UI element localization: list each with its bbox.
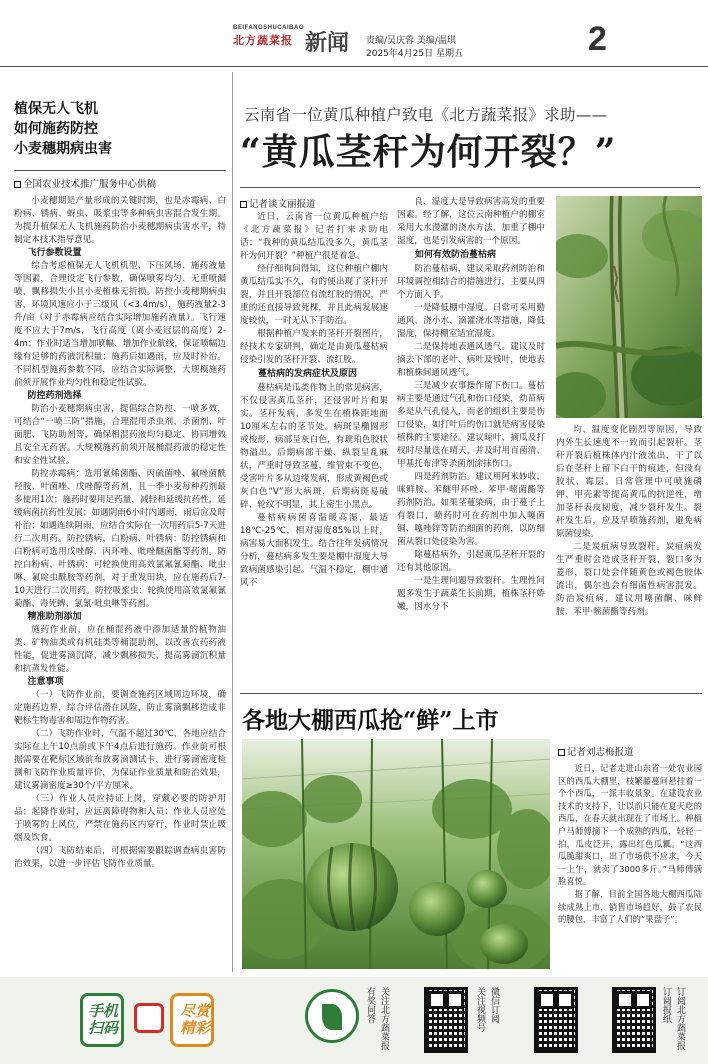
subheading: 飞行参数设置	[27, 248, 82, 258]
date-line: 2025年4月25日 星期五	[366, 49, 463, 59]
emblem-icon	[305, 989, 359, 1043]
paragraph: 防治蔓枯病，建议采取药剂防治和环境调控相结合的措施进行，主要从四个方面入手。	[397, 264, 545, 300]
watermelon-headline: 各地大棚西瓜抢“鲜”上市	[242, 707, 499, 734]
paragraph: 防控赤霉病：选用氰烯菌酯、丙硫菌唑、氟唑菌酰羟胺、叶菌唑、戊唑醇等药剂，且一季小麦每种药剂最多使用1次；施药时要用足药量，减轻和延缓抗药性，延缓病菌抗药性发展；如遇阴雨6小时内遇雨，雨后应及时补治；如遇连续阴雨，应结合实际在一次用药后5-7天进行二次用药。防控锈病、白粉病、叶锈病：防控锈病和白粉病可选用戊唑醇、丙环唑、吡唑醚菌酯等药剂。防控白粉病、叶锈病：可轮换使用高效氯氟氰菊酯、吡虫啉、氟啶虫酰胺等药剂，对于重发田块，应在施药后7-10天进行二次用药。防控吸浆虫：轮换使用高效氯氟氰菊酯、毒死蜱、氯氰·吡虫啉等药剂。	[14, 469, 226, 609]
qr-label: 关注北方蔬菜报	[379, 987, 389, 1050]
paragraph: （三）作业人员应持证上岗，穿戴必要的防护用品；起降作业时，应远离障碍物和人员；作业人员应处于喷雾的上风位，严禁在施药区内穿行，作业时禁止吸烟及饮食。	[14, 794, 226, 843]
editors-line: 责编/吴庆蓉 美编/温琪	[366, 36, 456, 46]
paragraph: 小麦穗期是产量形成的关键时期，也是赤霉病、白粉病、锈病、蚜虫、吸浆虫等多种病虫害混合发生期。为提升植保无人飞机施药防治小麦穗期病虫害水平，特制定本技术指导意见。	[14, 196, 226, 245]
paragraph: （一）飞防作业前，要调查施药区域周边环境，确定施药边界，综合评估潜在风险，防止雾滴飘移造成非靶标生物毒害和周边作物药害。	[14, 690, 226, 726]
title-line: 小麦穗期病虫害	[14, 141, 112, 157]
side-label: 关注视频号	[475, 987, 485, 1032]
paragraph: 一是降低棚中湿度。日常可采用勤通风、浇小水、滴灌浇水等措施，降低湿度，保持棚室适宜湿度。	[397, 303, 545, 339]
qr-code-subscribe[interactable]	[612, 987, 656, 1053]
byline-box-icon	[14, 181, 21, 188]
paragraph: 经仔细询问得知，这位种植户棚内黄瓜结瓜实不久，有的便出现了茎秆开裂，并且开裂部位有流红胶的情况，严重的还直接导致死棵，并且此病发展速度较快，一时无从下手防治。	[240, 264, 388, 326]
left-byline	[14, 176, 156, 190]
paragraph: 均、温度变化剧烈等原因，导致内外生长速度不一致而引起裂秆。茎秆开裂后植株体内汁液流出，干了以后在茎秆上留下白干的痕迹，但没有胶状、霉层。日常管理中可喷施磷钾、甲壳素等提高黄瓜的抗逆性，增加茎秆表皮韧度，减少裂秆发生。裂秆发生后，应及早喷施药剂，避免病原菌侵染。	[556, 425, 702, 539]
qr-label: 订阅北方蔬菜报	[675, 987, 685, 1050]
left-title-rule	[14, 170, 226, 171]
watermelon-article-body	[558, 762, 702, 969]
promo-text-enjoy: 尽赏精彩	[180, 1002, 211, 1037]
byline-text: 全国农业技术推广服务中心供稿	[23, 179, 157, 190]
paragraph: 综合考虑植保无人飞机机型、下压风场、施药液量等因素，合理设定飞行参数，确保喷雾均匀、无重喷漏喷，飘移损失小且小麦植株无折损。防控小麦穗期病虫害，环境风速应小于三级风（<3.4m/s），施药液量2-3升/亩（对于赤霉病应结合实际增加施药液量）。飞行速度不应大于7m/s，飞行高度（离小麦冠层的高度）2-4m；作业时适当增加喷幅、增加作业航线，保证喷幅边缘有足够的药液沉积量；施药后如遇雨，应及时补治。不同机型施药参数不同，应结合实际调整，大规模施药前须开展作业均匀性和稳定性试验。	[14, 261, 226, 388]
paragraph: 除蔓枯病外，引起黄瓜茎秆开裂的还有其他原因。	[397, 550, 545, 573]
byline-text: 记者谈文丽报道	[249, 199, 316, 210]
main-column-3	[556, 424, 702, 689]
paragraph: 良、湿度大是导致病害高发的重要因素。经了解，这位云南种植户的棚室采用大水漫灌的浇水方法，加重了棚中湿度，也是引发病害的一个原因。	[397, 197, 545, 246]
watermelon-greenhouse-photo	[242, 739, 550, 969]
byline-box-icon	[558, 749, 565, 756]
section-title: 新闻	[305, 31, 350, 56]
subheading: 防控药剂选择	[27, 391, 82, 401]
paragraph: 施药作业前，应在桶混药液中添加适量的植物油类、矿物油类或有机硅类等桶混助剂，以改善农药药液性能，促进雾滴沉降、减少飘移损失、提高雾滴沉积量和抗蒸发性能。	[14, 625, 226, 674]
headline-rule	[240, 187, 700, 188]
qr-code-video[interactable]	[534, 987, 578, 1053]
promo-text-scan: 手机扫码	[88, 1002, 119, 1037]
column-divider	[232, 72, 233, 972]
paragraph: （二）飞防作业时，气温不超过30℃，各地应结合实际在上午10点前或下午4点后进行施药。作业前可根据需要在靶标区域前布放雾滴测试卡，进行雾滴密度检测和飞防作业质量评价，为保证作业质量和防治效果，建议雾滴密度≥30个/平方厘米。	[14, 729, 226, 791]
watermelon-byline	[558, 744, 634, 758]
brand-english: BEIFANGSHUCAIBAO	[233, 25, 305, 31]
paragraph: 防治小麦穗期病虫害，提倡综合防控、一喷多效，可结合“一喷三防”措施，合理混用杀虫剂、杀菌剂、叶面肥、飞防助剂等，确保相混药液均匀稳定、协同增效且安全无药害。大规模施药前须开展桶混药液的稳定性和安全性试验。	[14, 404, 226, 466]
byline-box-icon	[240, 201, 247, 208]
main-kicker: 云南省一位黄瓜种植户致电《北方蔬菜报》求助——	[244, 106, 608, 124]
paragraph: 近日，记者走进山东省一处农业园区的西瓜大棚里，枝繁藤蔓间悬挂着一个个西瓜，一派丰收景象。在建设农业技术的支持下，让以前只能在夏天吃的西瓜，在春天就出现在了市场上。种植户马师傅摘下一个成熟的西瓜，轻轻一拍，瓜皮泛开，露出红色瓜瓤。“这西瓜脆甜爽口，出了市场供不应求，今天一上午，就卖了3000多斤。”马师傅满脸喜悦。	[558, 763, 702, 887]
masthead-rule	[0, 66, 708, 67]
brand-logo: 北方蔬菜报	[233, 34, 293, 47]
title-line: 植保无人飞机	[14, 101, 98, 117]
paragraph: 二是保持地表通风透气。建议及时摘去下部的老叶、病叶及残叶，使地表和植株间通风透气。	[397, 342, 545, 378]
footer-ad-band	[0, 977, 708, 1064]
subheading: 注意事项	[27, 677, 64, 687]
side-label: 订阅报纸	[661, 987, 671, 1023]
side-label: 有奖问答	[365, 987, 375, 1023]
section-rule	[240, 693, 702, 694]
paragraph: 一是生理问题导致裂秆。生理性问题多发生于蔬菜生长前期，植株茎秆娇嫩，因水分不	[397, 576, 545, 612]
paragraph: 二是炭疽病导致裂秆。炭疽病发生严重时会造成茎秆开裂，裂口多为菱形，裂口处会伴随黄色或褐色胶体流出，偶尔也会有细菌性病害混发。防治炭疽病，建议用噻菌酮、咪鲜胺、苯甲·嘧菌酯等药剂。	[556, 542, 702, 617]
main-byline	[240, 196, 316, 210]
paragraph: 近日，云南省一位黄瓜种植户给《北方蔬菜报》记者打来求助电话：“我种的黄瓜结瓜没多久，黄瓜茎秆为何开裂？”种植户很是着急。	[240, 212, 388, 261]
subheading: 精准助剂添加	[27, 612, 82, 622]
subheading: 蔓枯病的发病症状及原因	[258, 369, 358, 379]
paragraph: （四）飞防结束后，可根据需要跟踪调查病虫害防治效果，以进一步评估飞防作业质量。	[14, 846, 226, 869]
qr-label: 微信订阅	[489, 987, 499, 1023]
paragraph: 三是减少农事操作留下伤口。蔓枯病主要是通过气孔和伤口侵染，幼苗病多是从气孔侵入，而老的组织主要是伤口侵染，如打叶后的伤口就是病害侵染植株的主要途径。建议晾叶、摘瓜及打杈时尽量选在晴天，并及时用百菌清、甲基托布津等杀菌剂涂抹伤口。	[397, 381, 545, 469]
left-article-title	[14, 99, 214, 159]
paragraph: 四是药剂防治。建议用阿米妙收、咪鲜胺、苯醚甲环唑、苯甲·嘧菌酯等药剂防治。如果茎蔓染病，由于蔓子上有裂口，喷药时可在药剂中加入噻菌铜、噻唑锌等防治细菌的药剂，以防细菌从裂口处侵染为害。	[397, 472, 545, 547]
left-article-body	[14, 195, 226, 967]
main-column-2	[397, 196, 545, 689]
main-headline: “黄瓜茎秆为何开裂？”	[240, 131, 617, 173]
main-column-1	[240, 211, 388, 689]
byline-text: 记者刘志梅报道	[567, 747, 634, 758]
promo-badge	[80, 991, 230, 1049]
cucumber-stem-photo	[556, 196, 702, 418]
paragraph: 据了解，目前全国各地大棚西瓜陆续成熟上市，销售市场趋好，鼓了农民的腰包，丰富了人们的“果盘子”。	[558, 888, 702, 925]
masthead	[0, 0, 708, 66]
page-number: 2	[588, 20, 607, 58]
paragraph: 根据种植户发来的茎秆开裂图片，经技术专家研判，确定是由黄瓜蔓枯病侵染引发的茎秆开裂、流红胶。	[240, 329, 388, 365]
subheading: 如何有效防治蔓枯病	[415, 250, 497, 260]
title-line: 如何施药防控	[14, 121, 98, 137]
qr-glyph-icon	[134, 1003, 164, 1033]
qr-code-follow[interactable]	[424, 987, 468, 1053]
paragraph: 蔓枯病是瓜类作物上的常见病害，不仅侵害黄瓜茎秆，还侵害叶片和果实。茎秆发病，多发生在植株距地面10厘米左右的茎节处。病斑呈椭圆形或梭形，病部呈灰白色，有琥珀色胶状物溢出。后期病部干燥、纵裂呈乱麻状，严重时导致茎蔓、维管束不变色，受害叶片多从边缘发病，形成黄褐色或灰白色“V”形大病斑，后期病斑易破碎、轮纹不明显，其上密生小黑点。	[240, 383, 388, 510]
paragraph: 蔓枯病病菌喜温暖高湿，最适18℃-25℃，相对湿度85%以上时，病害易大面积发生。结合往年发病情况分析，蔓枯病多发生要是棚中湿度大导致病菌感染引起。气温不稳定，棚中通风不	[240, 513, 388, 588]
leaf-icon	[322, 1004, 342, 1030]
